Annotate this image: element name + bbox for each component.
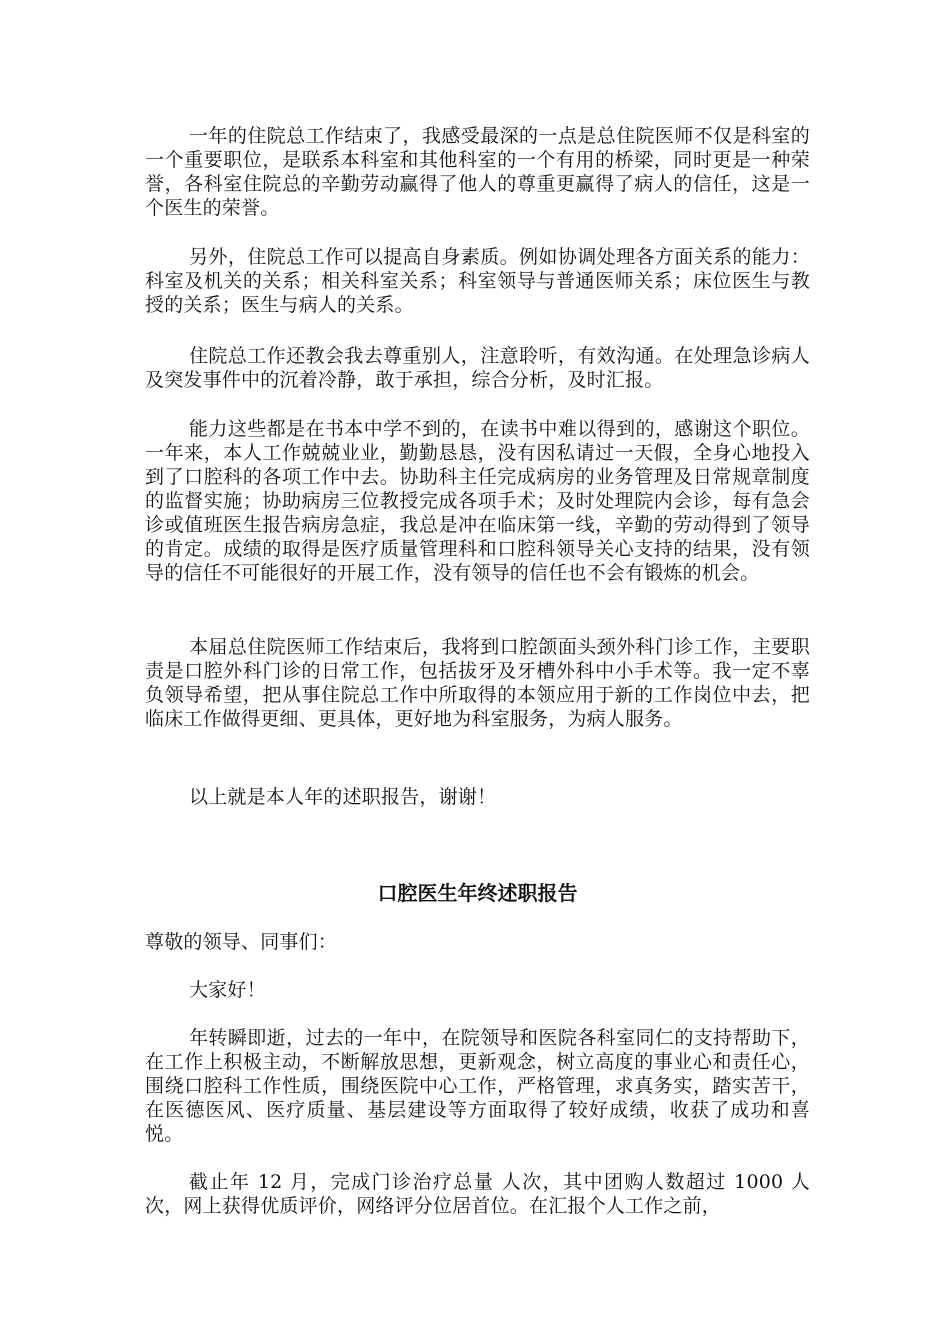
- paragraph-statistics: 截止年 12 月，完成门诊治疗总量 人次，其中团购人数超过 1000 人次，网上获得优质评价，网络评分位居首位。在汇报个人工作之前，: [145, 1171, 810, 1217]
- salutation: 尊敬的领导、同事们：: [145, 931, 338, 953]
- paragraph-closing-thanks: 以上就是本人年的述职报告，谢谢！: [189, 786, 497, 808]
- paragraph-communication: 住院总工作还教会我去尊重别人，注意聆听，有效沟通。在处理急诊病人及突发事件中的沉着冷静，敢于承担，综合分析，及时汇报。: [145, 345, 810, 391]
- paragraph-future-plans: 本届总住院医师工作结束后，我将到口腔颌面头颈外科门诊工作，主要职责是口腔外科门诊的日常工作，包括拔牙及牙槽外科中小手术等。我一定不辜负领导希望，把从事住院总工作中所取得的本领应用于新的工作岗位中去，把临床工作做得更细、更具体，更好地为科室服务，为病人服务。: [145, 636, 810, 730]
- report-title: 口腔医生年终述职报告: [377, 881, 578, 905]
- paragraph-work-achievements: 能力这些都是在书本中学不到的，在读书中难以得到的，感谢这个职位。一年来，本人工作兢兢业业，勤勤恳恳，没有因私请过一天假，全身心地投入到了口腔科的各项工作中去。协助科主任完成病房的业务管理及日常规章制度的监督实施；协助病房三位教授完成各项手术；及时处理院内会诊，每有急会诊或值班医生报告病房急症，我总是冲在临床第一线，辛勤的劳动得到了领导的肯定。成绩的取得是医疗质量管理科和口腔科领导关心支持的结果，没有领导的信任不可能很好的开展工作，没有领导的信任也不会有锻炼的机会。: [145, 418, 810, 584]
- greeting: 大家好！: [189, 979, 266, 1001]
- paragraph-self-improvement: 另外，住院总工作可以提高自身素质。例如协调处理各方面关系的能力：科室及机关的关系；相关科室关系；科室领导与普通医师关系；床位医生与教授的关系；医生与病人的关系。: [145, 246, 810, 316]
- paragraph-resident-honor: 一年的住院总工作结束了，我感受最深的一点是总住院医师不仅是科室的一个重要职位，是联系本科室和其他科室的一个有用的桥梁，同时更是一种荣誉，各科室住院总的辛勤劳动赢得了他人的尊重更赢得了病人的信任，这是一个医生的荣誉。: [145, 125, 810, 219]
- paragraph-year-review: 年转瞬即逝，过去的一年中，在院领导和医院各科室同仁的支持帮助下，在工作上积极主动，不断解放思想，更新观念，树立高度的事业心和责任心，围绕口腔科工作性质，围绕医院中心工作，严格管理，求真务实，踏实苦干，在医德医风、医疗质量、基层建设等方面取得了较好成绩，收获了成功和喜悦。: [145, 1027, 810, 1145]
